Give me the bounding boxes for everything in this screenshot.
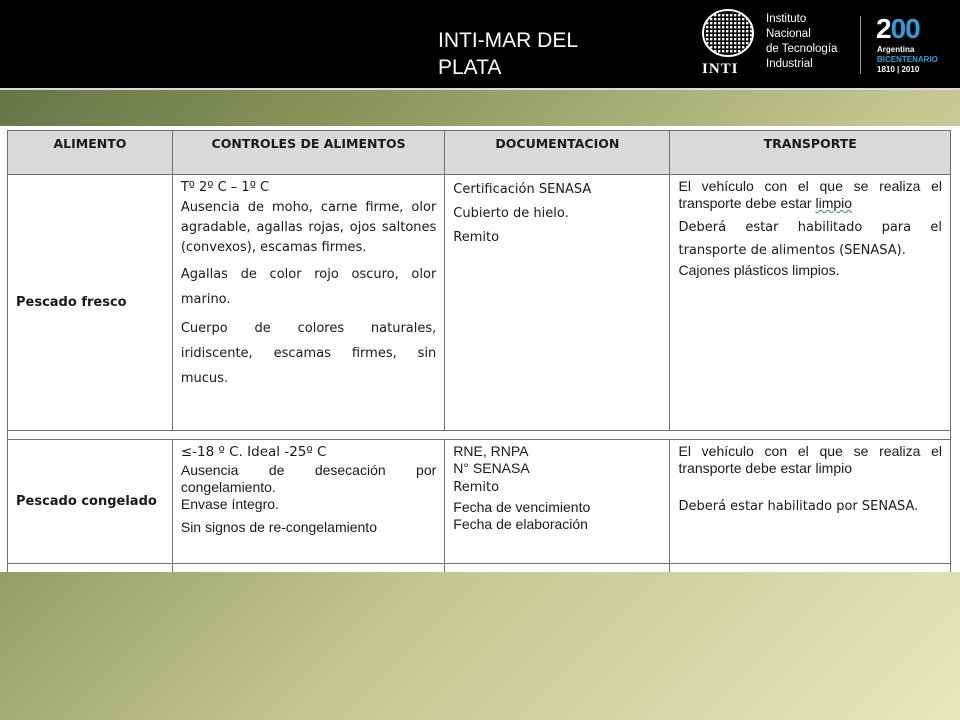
- transporte-text: Deberá estar habilitado para el transporte de alimentos (SENASA).: [678, 220, 942, 258]
- documentacion-item: N° SENASA: [453, 460, 530, 476]
- logo-divider: [860, 16, 861, 74]
- globe-dot: [750, 18, 752, 20]
- controles-cell: [172, 175, 444, 431]
- controles-item: Cuerpo de colores naturales, iridiscente, escamas firmes, sin mucus.: [180, 321, 437, 386]
- controles-item: Tº 2º C – 1º C: [180, 180, 270, 195]
- globe-dot: [718, 22, 720, 24]
- controles-item: Envase íntegro.: [180, 496, 279, 512]
- documentacion-cell: [445, 440, 670, 564]
- table-panel: [0, 126, 960, 572]
- documentacion-item: RNE, RNPA: [453, 443, 529, 459]
- globe-dot: [710, 30, 712, 32]
- globe-dot: [746, 42, 748, 44]
- globe-dot: [746, 38, 748, 40]
- empty-cell: [445, 564, 670, 573]
- globe-dot: [738, 34, 740, 36]
- globe-dot: [722, 42, 724, 44]
- globe-dot: [738, 18, 740, 20]
- globe-dot: [738, 42, 740, 44]
- food-name-cell: Pescado fresco: [8, 175, 173, 431]
- globe-dot: [746, 34, 748, 36]
- food-controls-table: [7, 130, 951, 572]
- globe-dot: [750, 14, 752, 16]
- globe-dot: [742, 42, 744, 44]
- globe-dot: [742, 18, 744, 20]
- globe-dot: [742, 26, 744, 28]
- globe-dot: [746, 26, 748, 28]
- globe-dot: [730, 34, 732, 36]
- institute-line: Industrial: [766, 58, 813, 70]
- globe-dot: [718, 46, 720, 48]
- globe-dot: [734, 50, 736, 52]
- documentacion-item: Remito: [453, 480, 500, 495]
- controles-item: Agallas de color rojo oscuro, olor marino.: [180, 267, 437, 307]
- column-header-controles: CONTROLES DE ALIMENTOS: [172, 131, 444, 175]
- controles-item: ≤-18 º C. Ideal -25º C: [180, 444, 327, 460]
- globe-dot: [734, 18, 736, 20]
- globe-dot: [714, 22, 716, 24]
- transporte-cell: [670, 440, 951, 564]
- globe-dot: [738, 46, 740, 48]
- globe-dot: [706, 50, 708, 52]
- bicentenario-label: BICENTENARIO: [877, 55, 938, 64]
- globe-dot: [714, 42, 716, 44]
- globe-dot: [738, 14, 740, 16]
- globe-dot: [718, 38, 720, 40]
- globe-dot: [710, 18, 712, 20]
- globe-dot: [710, 38, 712, 40]
- globe-dot: [710, 26, 712, 28]
- controles-item: Ausencia de desecación por congelamiento.: [180, 462, 437, 495]
- documentacion-cell: [445, 175, 670, 431]
- globe-dot: [742, 22, 744, 24]
- globe-dot: [722, 50, 724, 52]
- globe-dot: [710, 42, 712, 44]
- globe-dot: [726, 42, 728, 44]
- globe-dot: [718, 14, 720, 16]
- globe-dot: [730, 46, 732, 48]
- globe-dot: [730, 30, 732, 32]
- globe-dot: [742, 46, 744, 48]
- globe-dot: [718, 26, 720, 28]
- globe-dot: [730, 14, 732, 16]
- globe-dot: [706, 14, 708, 16]
- globe-dot: [726, 50, 728, 52]
- globe-dot: [746, 30, 748, 32]
- globe-dot: [734, 38, 736, 40]
- globe-dot: [714, 26, 716, 28]
- globe-dot: [726, 14, 728, 16]
- globe-dot: [730, 50, 732, 52]
- controles-item: Sin signos de re-congelamiento: [180, 519, 377, 535]
- globe-dot: [738, 50, 740, 52]
- bicentenario-country: Argentina: [877, 45, 915, 54]
- globe-dot: [738, 22, 740, 24]
- institute-line: Nacional: [766, 28, 811, 40]
- table-header-row: [8, 131, 951, 175]
- globe-dot: [722, 34, 724, 36]
- globe-dot: [742, 34, 744, 36]
- transporte-text: Cajones plásticos limpios.: [678, 262, 840, 278]
- empty-cell: [670, 564, 951, 573]
- bicentenario-years: 1810 | 2010: [877, 65, 920, 74]
- globe-dot: [726, 26, 728, 28]
- documentacion-item: Certificación SENASA: [453, 182, 592, 197]
- row-separator: [8, 431, 951, 440]
- globe-dot: [734, 42, 736, 44]
- institute-line: de Tecnología: [766, 43, 838, 55]
- globe-dot: [706, 34, 708, 36]
- bicentenario-number-prefix: 2: [876, 13, 891, 44]
- globe-dot: [738, 26, 740, 28]
- globe-dot: [726, 38, 728, 40]
- institute-name: [766, 12, 837, 72]
- globe-dot: [730, 38, 732, 40]
- documentacion-item: Fecha de elaboración: [453, 516, 588, 532]
- bicentenario-logo: [876, 14, 956, 84]
- globe-dot: [742, 30, 744, 32]
- food-name-cell: Pescado congelado: [8, 440, 173, 564]
- globe-dot: [726, 34, 728, 36]
- globe-dot: [746, 50, 748, 52]
- institute-line: Instituto: [766, 13, 807, 25]
- documentacion-item: Remito: [453, 230, 500, 245]
- transporte-cell: [670, 175, 951, 431]
- globe-dot: [746, 22, 748, 24]
- globe-dot: [722, 30, 724, 32]
- inti-globe-icon: [700, 8, 756, 58]
- globe-dot: [742, 38, 744, 40]
- column-header-documentacion: DOCUMENTACION: [445, 131, 670, 175]
- globe-dot: [722, 22, 724, 24]
- bicentenario-number-zeros: 00: [890, 13, 920, 44]
- globe-dot: [706, 30, 708, 32]
- globe-dot: [750, 50, 752, 52]
- separator-cell: [445, 431, 670, 440]
- globe-dot: [710, 34, 712, 36]
- globe-dot: [722, 18, 724, 20]
- globe-dot: [722, 14, 724, 16]
- bicentenario-number: [876, 14, 920, 44]
- transporte-text: El vehículo con el que se realiza el transporte debe estar: [678, 178, 942, 211]
- transporte-text: El vehículo con el que se realiza el transporte debe estar limpio: [678, 443, 942, 476]
- transporte-text: Deberá estar habilitado por SENASA.: [678, 499, 919, 514]
- globe-dot: [706, 26, 708, 28]
- documentacion-item: Fecha de vencimiento: [453, 499, 591, 515]
- globe-dot: [734, 46, 736, 48]
- globe-dot: [714, 46, 716, 48]
- globe-dot: [734, 34, 736, 36]
- globe-dot: [726, 30, 728, 32]
- globe-dot: [750, 46, 752, 48]
- separator-cell: [670, 431, 951, 440]
- globe-dot: [718, 30, 720, 32]
- globe-dot: [726, 18, 728, 20]
- globe-dot: [738, 38, 740, 40]
- globe-dot: [706, 38, 708, 40]
- empty-cell: [8, 564, 173, 573]
- separator-cell: [172, 431, 444, 440]
- documentacion-item: Cubierto de hielo.: [453, 206, 569, 221]
- globe-dot: [734, 22, 736, 24]
- table-row: [8, 440, 951, 564]
- globe-dot: [714, 18, 716, 20]
- globe-dot: [718, 42, 720, 44]
- controles-item: Ausencia de moho, carne firme, olor agradable, agallas rojas, ojos saltones (convexos), escamas firmes.: [180, 200, 437, 255]
- globe-dot: [730, 22, 732, 24]
- globe-dot: [730, 18, 732, 20]
- globe-dot: [714, 38, 716, 40]
- globe-dot: [718, 34, 720, 36]
- globe-dot: [738, 30, 740, 32]
- separator-cell: [8, 431, 173, 440]
- column-header-alimento: ALIMENTO: [8, 131, 173, 175]
- globe-dot: [714, 30, 716, 32]
- globe-dot: [726, 22, 728, 24]
- empty-cell: [172, 564, 444, 573]
- spellcheck-marked-word: limpio: [815, 195, 853, 211]
- globe-dot: [714, 34, 716, 36]
- page-title: INTI-MAR DEL PLATA: [438, 29, 578, 79]
- table-row: [8, 175, 951, 431]
- globe-dot: [734, 14, 736, 16]
- globe-dot: [734, 30, 736, 32]
- globe-dot: [734, 26, 736, 28]
- column-header-transporte: TRANSPORTE: [670, 131, 951, 175]
- globe-dot: [722, 26, 724, 28]
- header-bar: [0, 0, 960, 90]
- globe-dot: [722, 46, 724, 48]
- globe-dot: [726, 46, 728, 48]
- globe-dot: [718, 18, 720, 20]
- globe-dot: [730, 26, 732, 28]
- table-row-partial: [8, 564, 951, 573]
- globe-dot: [730, 42, 732, 44]
- inti-logo-text: INTI: [702, 61, 739, 77]
- controles-cell: [172, 440, 444, 564]
- globe-dot: [710, 22, 712, 24]
- globe-dot: [718, 50, 720, 52]
- globe-dot: [722, 38, 724, 40]
